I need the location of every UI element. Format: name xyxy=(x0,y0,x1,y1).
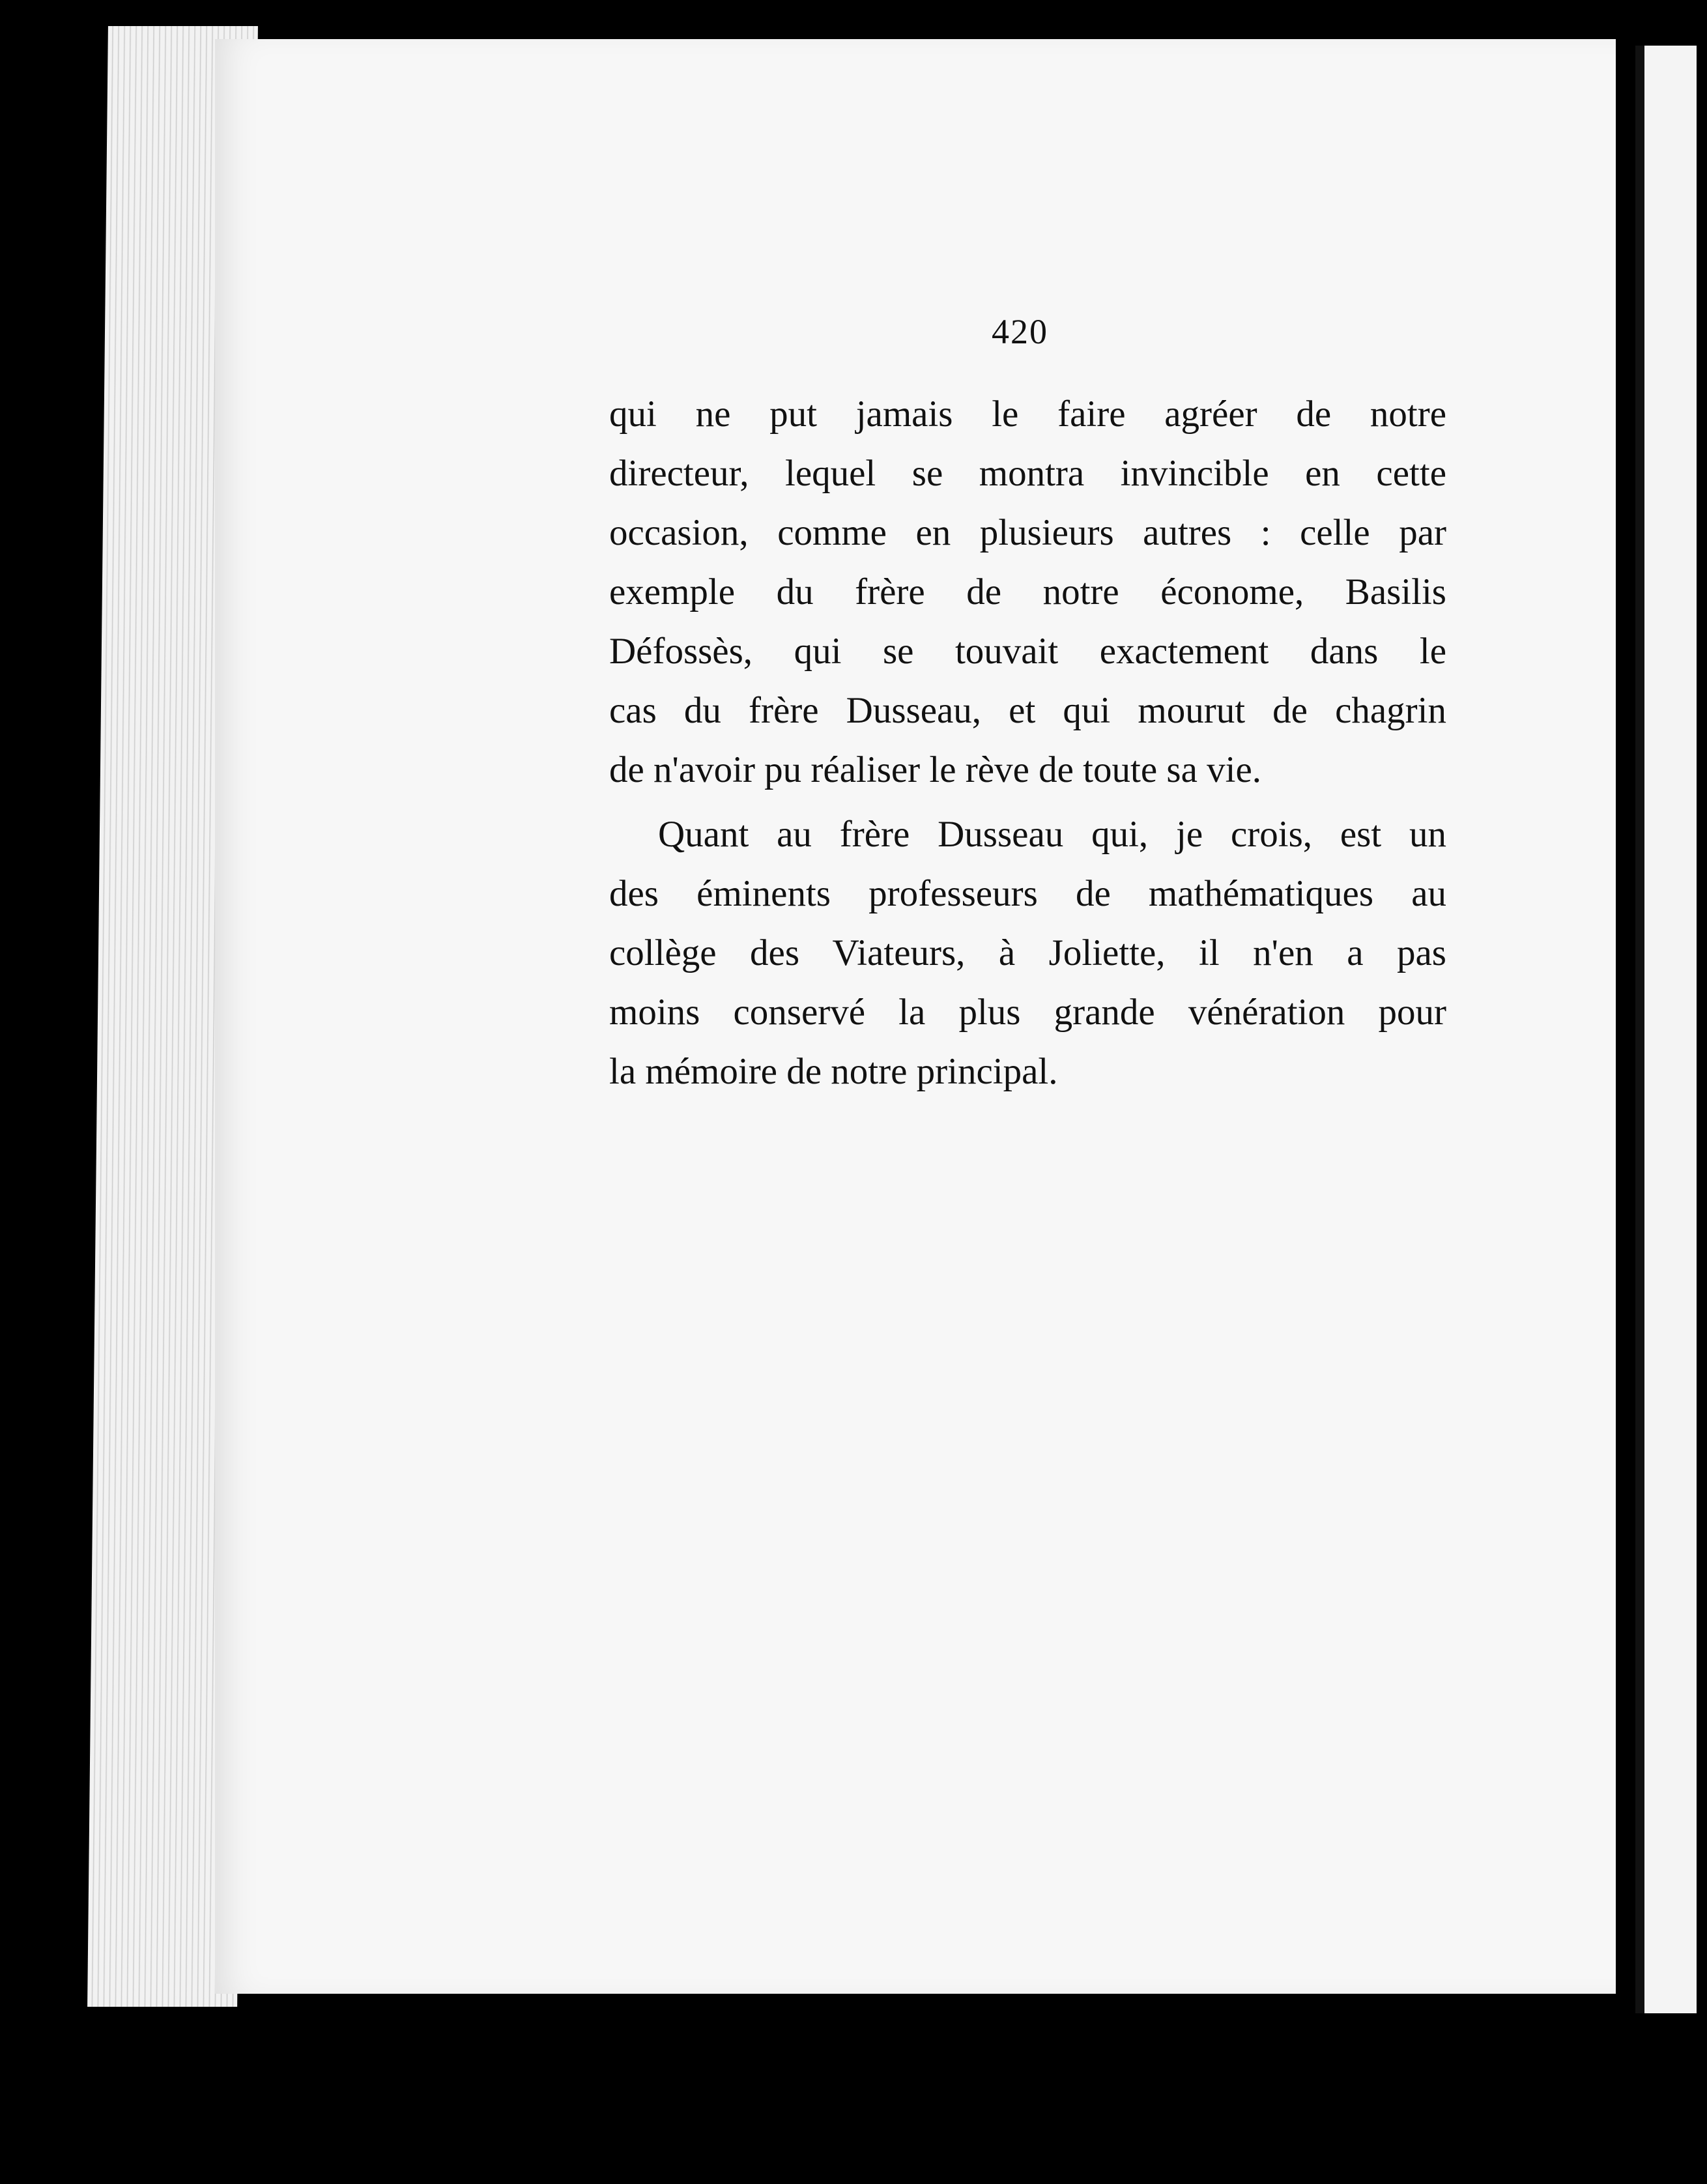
text-line: exemple du frère de notre économe, Basilis xyxy=(609,571,1446,612)
text-line: directeur, lequel se montra invincible en cette xyxy=(609,453,1446,494)
page-number: 420 xyxy=(992,312,1048,351)
text-line: de n'avoir pu réaliser le rève de toute sa vie. xyxy=(609,749,1262,790)
paragraph-1 xyxy=(609,384,1446,799)
text-line: cas du frère Dusseau, et qui mourut de chagrin xyxy=(609,690,1446,731)
text-line: qui ne put jamais le faire agréer de notre xyxy=(609,394,1446,435)
text-line: Défossès, qui se touvait exactement dans le xyxy=(609,631,1446,672)
text-line: occasion, comme en plusieurs autres : celle par xyxy=(609,512,1446,553)
body-text xyxy=(609,384,1446,1101)
text-line: des éminents professeurs de mathématiques au xyxy=(609,873,1446,914)
facing-page-edge xyxy=(1635,46,1697,2013)
text-line: Quant au frère Dusseau qui, je crois, est un xyxy=(658,814,1446,855)
text-line: moins conservé la plus grande vénération pour xyxy=(609,992,1446,1033)
text-line: collège des Viateurs, à Joliette, il n'en a pas xyxy=(609,932,1446,973)
text-line: la mémoire de notre principal. xyxy=(609,1051,1058,1092)
paragraph-2 xyxy=(609,805,1446,1101)
